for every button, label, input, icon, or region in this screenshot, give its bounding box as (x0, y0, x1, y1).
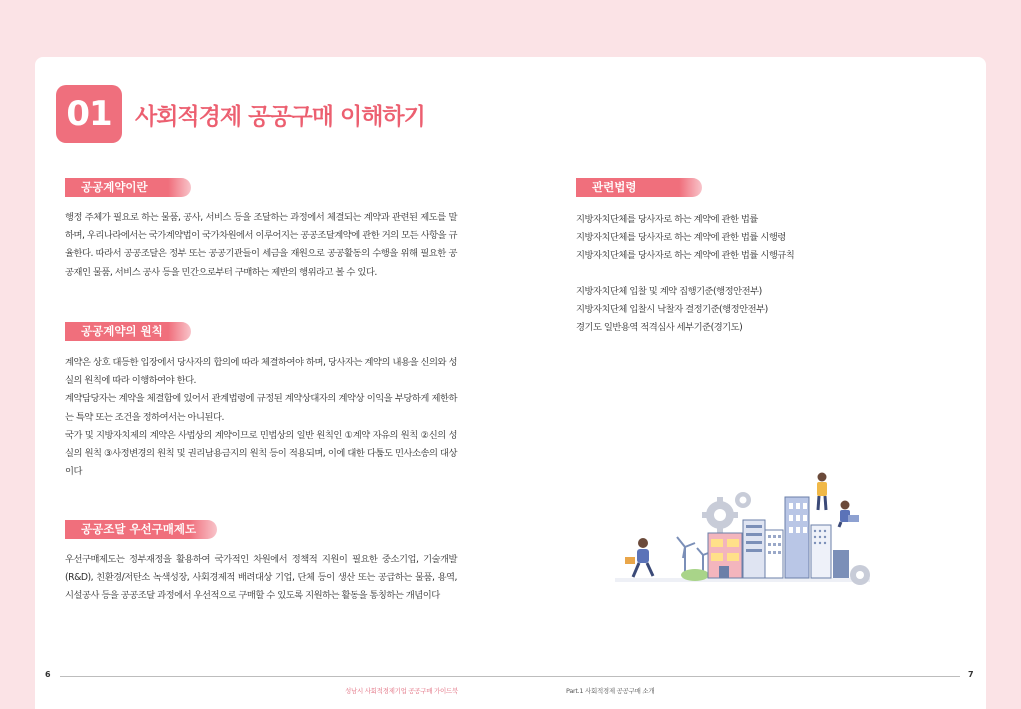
section-body-priority-purchase (65, 551, 457, 606)
section-heading-contract-principles: 공공계약의 원칙 (65, 322, 191, 341)
footer-divider (60, 676, 960, 677)
paragraph: 계약담당자는 계약을 체결함에 있어서 관계법령에 규정된 계약상대자의 계약상 이익을 부당하게 제한하는 특약 또는 조건을 정하여서는 아니된다. (65, 393, 457, 423)
gear-icon (735, 492, 751, 508)
law-item: 지방자치단체 입찰시 낙찰자 결정기준(행정안전부) (576, 304, 768, 316)
law-list-group-1 (576, 211, 896, 266)
section-heading-related-laws: 관련법령 (576, 178, 702, 197)
city-illustration (615, 465, 870, 585)
gear-icon (702, 497, 738, 533)
paragraph: 계약은 상호 대등한 입장에서 당사자의 합의에 따라 체결하여야 하며, 당사자는 계약의 내용을 신의와 성실의 원칙에 따라 이행하여야 한다. (65, 357, 457, 387)
person-laptop-icon (839, 501, 859, 528)
law-item: 지방자치단체를 당사자로 하는 계약에 관한 법률 시행령 (576, 232, 786, 244)
page-number-right: 7 (968, 670, 974, 679)
law-list-group-2 (576, 283, 896, 338)
law-item: 지방자치단체를 당사자로 하는 계약에 관한 법률 (576, 214, 758, 225)
page-title: 사회적경제 공공구매 이해하기 (135, 104, 425, 130)
section-heading-priority-purchase: 공공조달 우선구매제도 (65, 520, 217, 539)
section-heading-public-contract: 공공계약이란 (65, 178, 191, 197)
gear-icon (850, 565, 870, 585)
section-body-contract-principles (65, 354, 457, 481)
footer-part-title: Part.1 사회적경제 공공구매 소개 (566, 687, 655, 695)
footer-book-title: 성남시 사회적경제기업 공공구매 가이드북 (345, 687, 458, 695)
paragraph: 국가 및 지방자치제의 계약은 사법상의 계약이므로 민법상의 일반 원칙인 ①계약 자유의 원칙 ②신의 성실의 원칙 ③사정변경의 원칙 및 권리남용금지의 원칙 등이 적용되며, 이에 대한 다툼도 민사소송의 대상이다 (65, 429, 457, 478)
section-body-public-contract (65, 209, 457, 282)
person-walking-icon (625, 538, 653, 577)
law-item: 경기도 일반용역 적격심사 세부기준(경기도) (576, 322, 743, 334)
page-number-left: 6 (45, 670, 51, 679)
paragraph: 행정 주체가 필요로 하는 물품, 공사, 서비스 등을 조달하는 과정에서 체결되는 계약과 관련된 제도를 말하며, 우리나라에서는 국가계약법이 국가차원에서 이루어지는 공공조달계약에 관한 거의 모든 사항을 규율한다. 따라서 공공조달은 정부 또는 공공기관들이 세금을 재원으로 공공활동의 수행을 위해 필요한 공공재인 물품, 서비스 공사 등을 민간으로부터 구매하는 제반의 행위라고 볼 수 있다. (65, 212, 457, 278)
paragraph: 우선구매제도는 정부재정을 활용하여 국가적인 차원에서 정책적 지원이 필요한 중소기업, 기술개발(R&D), 친환경/저탄소 녹색성장, 사회경제적 배려대상 기업, 단체 등이 생산 또는 공급하는 물품, 용역, 시설공사 등을 공공조달 과정에서 우선적으로 구매할 수 있도록 지원하는 활동을 통칭하는 개념이다 (65, 554, 457, 602)
law-item: 지방자치단체를 당사자로 하는 계약에 관한 법률 시행규칙 (576, 250, 795, 262)
chapter-number: 01 (56, 85, 122, 143)
person-standing-icon (817, 473, 827, 511)
law-item: 지방자치단체 입찰 및 계약 집행기준(행정안전부) (576, 286, 762, 297)
